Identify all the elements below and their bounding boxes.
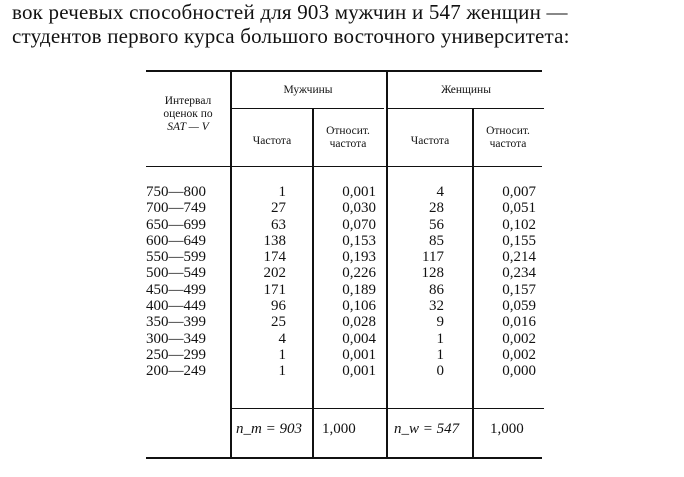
men-relative-cell: 0,189 <box>342 281 376 298</box>
women-frequency-cell: 56 <box>429 216 444 233</box>
women-frequency-header: Частота <box>410 135 450 147</box>
table-caption <box>12 0 680 48</box>
table-row <box>0 298 684 314</box>
women-relative-cell: 0,155 <box>502 232 536 249</box>
women-total-relative: 1,000 <box>490 421 524 437</box>
men-relative-cell: 0,153 <box>342 232 376 249</box>
men-frequency-header: Частота <box>252 135 292 147</box>
men-frequency-cell: 202 <box>263 265 286 282</box>
interval-header <box>146 95 230 134</box>
interval-cell: 550—599 <box>146 249 206 266</box>
interval-header-line-2: оценок по <box>163 108 213 120</box>
table-row <box>0 184 684 200</box>
women-relative-cell: 0,234 <box>502 265 536 282</box>
interval-cell: 700—749 <box>146 200 206 217</box>
caption-line-2: студентов первого курса большого восточного университета: <box>12 24 570 48</box>
table-bottom-rule <box>146 457 542 459</box>
women-frequency-cell: 4 <box>436 184 444 200</box>
men-frequency-cell: 171 <box>263 281 286 298</box>
men-total-n: n_m = 903 <box>236 421 302 437</box>
men-relative-cell: 0,226 <box>342 265 376 282</box>
women-relative-cell: 0,214 <box>502 249 536 266</box>
interval-cell: 750—800 <box>146 184 206 200</box>
women-header: Женщины <box>441 84 491 96</box>
women-frequency-cell: 86 <box>429 281 444 298</box>
table-row <box>0 347 684 363</box>
men-relative-cell: 0,193 <box>342 249 376 266</box>
men-frequency-cell: 1 <box>278 346 286 363</box>
men-relative-cell: 0,030 <box>342 200 376 217</box>
women-frequency-cell: 117 <box>422 249 444 266</box>
men-relative-cell: 0,028 <box>342 314 376 331</box>
table-row <box>0 217 684 233</box>
men-frequency-cell: 4 <box>278 330 286 347</box>
women-frequency-cell: 28 <box>429 200 444 217</box>
table-top-rule <box>146 70 542 72</box>
table-row <box>0 314 684 330</box>
men-frequency-cell: 63 <box>271 216 286 233</box>
women-relative-cell: 0,051 <box>502 200 536 217</box>
table-row <box>0 331 684 347</box>
men-relative-header-line-1: Относит. <box>326 125 370 137</box>
women-frequency-cell: 32 <box>429 298 444 315</box>
women-relative-cell: 0,002 <box>502 330 536 347</box>
caption-line-1: вок речевых способностей для 903 мужчин и 547 женщин — <box>12 0 568 24</box>
men-relative-cell: 0,001 <box>342 346 376 363</box>
women-total-n: n_w = 547 <box>394 421 460 437</box>
women-relative-cell: 0,016 <box>502 314 536 331</box>
men-total-relative: 1,000 <box>322 421 356 437</box>
interval-cell: 400—449 <box>146 298 206 315</box>
women-relative-header <box>472 125 544 151</box>
women-relative-cell: 0,007 <box>502 184 536 200</box>
men-frequency-cell: 1 <box>278 363 286 380</box>
women-relative-cell: 0,157 <box>502 281 536 298</box>
women-frequency-cell: 1 <box>436 346 444 363</box>
women-group-rule <box>388 108 544 109</box>
interval-cell: 450—499 <box>146 281 206 298</box>
men-relative-header <box>312 125 384 151</box>
table-body <box>0 184 684 380</box>
men-relative-header-line-2: частота <box>329 138 367 150</box>
women-relative-cell: 0,059 <box>502 298 536 315</box>
men-frequency-cell: 138 <box>263 232 286 249</box>
men-header: Мужчины <box>283 84 333 96</box>
interval-header-line-1: Интервал <box>164 95 212 107</box>
interval-cell: 650—699 <box>146 216 206 233</box>
header-bottom-rule <box>146 166 542 167</box>
interval-cell: 350—399 <box>146 314 206 331</box>
table-row <box>0 265 684 281</box>
women-frequency-cell: 1 <box>436 330 444 347</box>
interval-header-line-3: SAT — V <box>167 121 209 133</box>
women-frequency-cell: 85 <box>429 232 444 249</box>
women-relative-header-line-2: частота <box>489 138 527 150</box>
table-row <box>0 233 684 249</box>
men-relative-cell: 0,106 <box>342 298 376 315</box>
men-relative-cell: 0,004 <box>342 330 376 347</box>
table-row <box>0 200 684 216</box>
men-group-rule <box>232 108 384 109</box>
interval-cell: 250—299 <box>146 346 206 363</box>
men-relative-cell: 0,001 <box>342 184 376 200</box>
men-frequency-cell: 174 <box>263 249 286 266</box>
women-frequency-cell: 0 <box>436 363 444 380</box>
women-relative-cell: 0,102 <box>502 216 536 233</box>
women-relative-header-line-1: Относит. <box>486 125 530 137</box>
table-row <box>0 249 684 265</box>
interval-cell: 500—549 <box>146 265 206 282</box>
women-frequency-cell: 9 <box>436 314 444 331</box>
women-relative-cell: 0,000 <box>502 363 536 380</box>
men-frequency-cell: 96 <box>271 298 286 315</box>
interval-cell: 200—249 <box>146 363 206 380</box>
men-relative-cell: 0,001 <box>342 363 376 380</box>
table-row <box>0 363 684 379</box>
women-frequency-cell: 128 <box>421 265 444 282</box>
men-frequency-cell: 1 <box>278 184 286 200</box>
men-frequency-cell: 25 <box>271 314 286 331</box>
interval-cell: 300—349 <box>146 330 206 347</box>
men-frequency-cell: 27 <box>271 200 286 217</box>
women-relative-cell: 0,002 <box>502 346 536 363</box>
totals-top-rule <box>232 408 544 409</box>
men-relative-cell: 0,070 <box>342 216 376 233</box>
table-row <box>0 282 684 298</box>
interval-cell: 600—649 <box>146 232 206 249</box>
